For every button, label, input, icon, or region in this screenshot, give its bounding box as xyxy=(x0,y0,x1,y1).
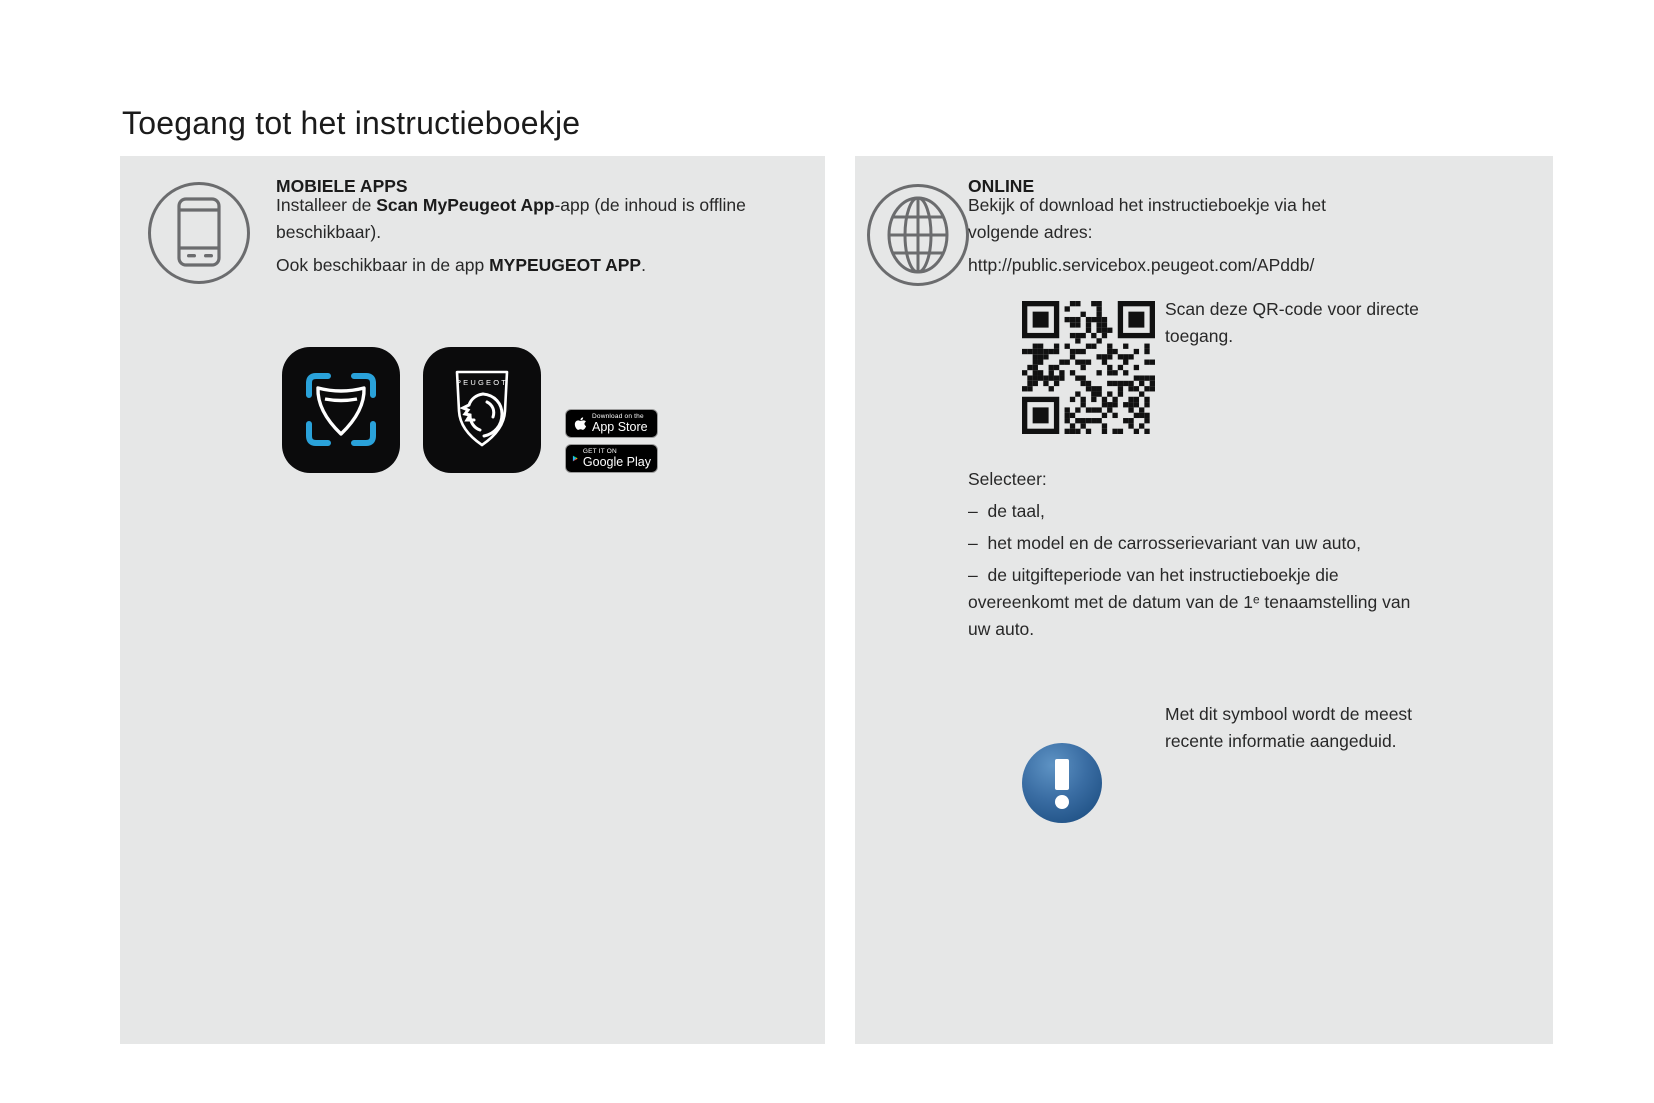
text-fragment: . xyxy=(641,255,646,275)
page-title: Toegang tot het instructieboekje xyxy=(122,105,581,142)
globe-icon xyxy=(867,184,969,286)
select-item-language: – de taal, xyxy=(968,501,1045,521)
mobile-apps-heading: MOBIELE APPS xyxy=(276,176,408,196)
app-store-badge[interactable] xyxy=(565,409,658,438)
text-fragment: Installeer de xyxy=(276,195,377,215)
apple-logo-icon xyxy=(572,415,587,433)
google-play-badge-tagline: GET IT ON xyxy=(582,447,617,455)
peugeot-app-icon xyxy=(423,347,541,473)
qr-code xyxy=(1022,301,1155,434)
text-fragment: Ook beschikbaar in de app xyxy=(276,255,490,275)
servicebox-url-link[interactable]: http://public.servicebox.peugeot.com/APddb/ xyxy=(968,255,1315,275)
mobile-apps-text-also xyxy=(276,252,768,279)
exclamation-dot xyxy=(1055,795,1069,809)
select-heading: Selecteer: xyxy=(968,469,1047,489)
online-panel xyxy=(855,156,1553,1044)
mobile-apps-panel xyxy=(120,156,825,1044)
text-fragment-bold: Scan MyPeugeot App xyxy=(376,195,555,215)
select-item-model: – het model en de carrosserievariant van uw auto, xyxy=(968,533,1361,553)
google-play-triangle-icon xyxy=(572,449,578,468)
info-note: Met dit symbool wordt de meest recente informatie aangeduid. xyxy=(1165,704,1413,751)
app-store-badge-tagline: Download on the xyxy=(592,412,644,420)
scan-mypeugeot-app-icon xyxy=(282,347,400,473)
select-item-issue-period: – de uitgifteperiode van het instructieboekje die overeenkomt met de datum van de 1ᵉ tenaamstelling van uw auto. xyxy=(968,565,1411,639)
google-play-badge[interactable] xyxy=(565,444,658,473)
online-text-intro: Bekijk of download het instructieboekje via het volgende adres: xyxy=(968,195,1326,242)
qr-caption: Scan deze QR-code voor directe toegang. xyxy=(1165,299,1419,346)
smartphone-icon xyxy=(148,182,250,284)
peugeot-logo-label: PEUGEOT xyxy=(455,378,509,387)
exclamation-bar xyxy=(1055,759,1069,790)
text-fragment: -app (de inhoud is offline beschikbaar). xyxy=(276,195,746,242)
info-exclamation-icon xyxy=(1022,743,1102,823)
online-heading: ONLINE xyxy=(968,176,1035,196)
app-store-badge-label: App Store xyxy=(592,420,648,434)
google-play-badge-label: Google Play xyxy=(582,455,651,469)
mobile-apps-text-install xyxy=(276,192,768,246)
text-fragment-bold: MYPEUGEOT APP xyxy=(489,255,642,275)
